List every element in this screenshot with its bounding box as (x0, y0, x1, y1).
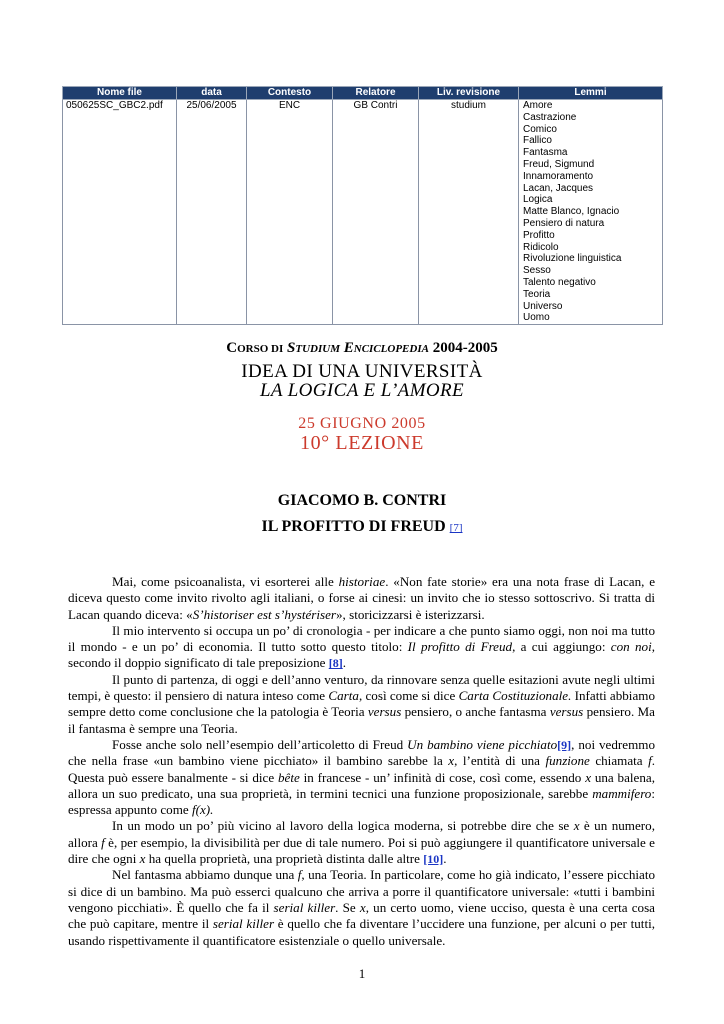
lemma-item: Matte Blanco, Ignacio (523, 206, 620, 218)
paragraph: In un modo un po’ più vicino al lavoro della logica moderna, si potrebbe dire che se x è un numero, allora f è, per esempio, la divisibilità per due di tale numero. Poi si può aggiungere il quantificatore universale e dire che ogni x ha quella proprietà, una proprietà distinta dalle altre [10]. (68, 818, 655, 867)
metadata-table (62, 86, 663, 325)
page-number: 1 (358, 966, 366, 981)
author-name: GIACOMO B. CONTRI (277, 492, 447, 509)
course-word: NCICLOPEDIA (353, 343, 429, 355)
lemma-item: Fantasma (523, 147, 568, 159)
lemma-item: Teoria (523, 288, 551, 300)
lemma-item: Pensiero di natura (523, 217, 605, 229)
header-lemmi: Lemmi (519, 87, 663, 100)
talk-title-text: IL PROFITTO DI FREUD (261, 518, 446, 535)
paragraph: Mai, come psicoanalista, vi esorterei alle historiae. «Non fate storie» era una nota frase di Lacan, e diceva questo come invito rivolto agli italiani, o forse ai cinesi: un invito che io stesso sottoscrivo. Si tratta di Lacan quando diceva: «S’historiser est s’hystériser», storicizzarsi è isterizzarsi. (68, 574, 656, 622)
paragraph: Il mio intervento si occupa un po’ di cronologia - per indicare a che punto siamo oggi, non noi ma tutto il mondo - e un po’ di economia. Il tutto sotto questo titolo: Il profitto di Freud, a cui aggiungo: con noi, secondo il doppio significato di tale preposizione [8]. (68, 622, 655, 671)
course-initial: S (287, 340, 296, 356)
lemma-item: Ridicolo (523, 241, 559, 253)
lemma-item: Amore (523, 100, 553, 111)
table-row (63, 100, 663, 325)
cell-data: 25/06/2005 (177, 100, 247, 325)
header-relatore: Relatore (333, 87, 419, 100)
lemma-item: Innamoramento (523, 170, 594, 182)
lemma-item: Fallico (523, 135, 552, 147)
course-title (0, 340, 724, 357)
header-data: data (177, 87, 247, 100)
paragraph: Il punto di partenza, di oggi e dell’anno venturo, da rinnovare senza quelle esitazioni avute negli ultimi tempi, è questo: il pensiero di natura inteso come Carta, così come si dice Carta Costituzionale. Infatti abbiamo sempre detto come conclusione che la patologia è Teoria versus pensiero, o anche fantasma versus pensiero. Ma il fantasma è sempre una Teoria. (68, 671, 655, 736)
cell-revisione: studium (419, 100, 519, 325)
lemma-item: Lacan, Jacques (523, 182, 594, 194)
footnote-link[interactable]: [7] (449, 522, 463, 534)
lemma-item: Logica (523, 194, 553, 206)
header-revisione: Liv. revisione (419, 87, 519, 100)
cell-contesto: ENC (247, 100, 333, 325)
lemma-item: Sesso (523, 265, 551, 277)
lesson-date: 25 GIUGNO 2005 (298, 415, 426, 432)
lesson-number: 10° LEZIONE (299, 432, 424, 454)
lemma-item: Comico (523, 123, 557, 135)
lemma-item: Uomo (523, 312, 550, 324)
cell-relatore: GB Contri (333, 100, 419, 325)
header-nome-file: Nome file (63, 87, 177, 100)
footnote-link[interactable]: [8] (328, 656, 343, 671)
lemma-item: Talento negativo (523, 276, 596, 288)
paragraph: Nel fantasma abbiamo dunque una f, una Teoria. In particolare, come ho già indicato, l’essere picchiato si dice di un bambino. Ma può esserci qualcuno che arriva a porre il quantificatore universale: «tutti i bambini vengono picchiati». È quello che fa il serial killer. Se x, un certo uomo, viene ucciso, questa è una certa cosa che può capitare, mentre il serial killer è quello che fa diventare l’uccidere una funzione, per alcuni o per tutti, usando rispettivamente il quantificatore esistenziale o quello universale. (68, 867, 655, 948)
talk-title (0, 518, 724, 536)
header-contesto: Contesto (247, 87, 333, 100)
course-year: 2004-2005 (432, 340, 498, 356)
cell-lemmi (519, 100, 663, 325)
main-title: IDEA DI UNA UNIVERSITÀ (241, 361, 483, 382)
footnote-link[interactable]: [10] (423, 852, 444, 867)
lemma-item: Freud, Sigmund (523, 158, 595, 170)
course-word: ORSO DI (237, 343, 284, 355)
footnote-link[interactable]: [9] (557, 737, 572, 752)
lemma-item: Profitto (523, 229, 555, 241)
table-header-row (63, 87, 663, 100)
lemma-item: Rivoluzione linguistica (523, 253, 622, 265)
lemma-item: Castrazione (523, 111, 577, 123)
cell-nome-file: 050625SC_GBC2.pdf (63, 100, 177, 325)
main-subtitle: LA LOGICA E L’AMORE (259, 380, 465, 401)
paragraph: Fosse anche solo nell’esempio dell’articoletto di Freud Un bambino viene picchiato[9], noi vedremmo che nella frase «un bambino viene picchiato» il bambino sarebbe la x, l’entità di una funzione chiamata f. Questa può essere banalmente - si dice bête in francese - un’ infinità di cose, così come, essendo x una balena, allora un suo predicato, una sua proprietà, in termini tecnici una funzione proposizionale, sarebbe mammifero: espressa appunto come f(x). (68, 736, 656, 818)
lemma-item: Universo (523, 300, 563, 312)
course-initial: E (343, 340, 354, 356)
course-initial: C (226, 340, 238, 356)
body-text (68, 574, 655, 949)
course-word: TUDIUM (295, 343, 340, 355)
